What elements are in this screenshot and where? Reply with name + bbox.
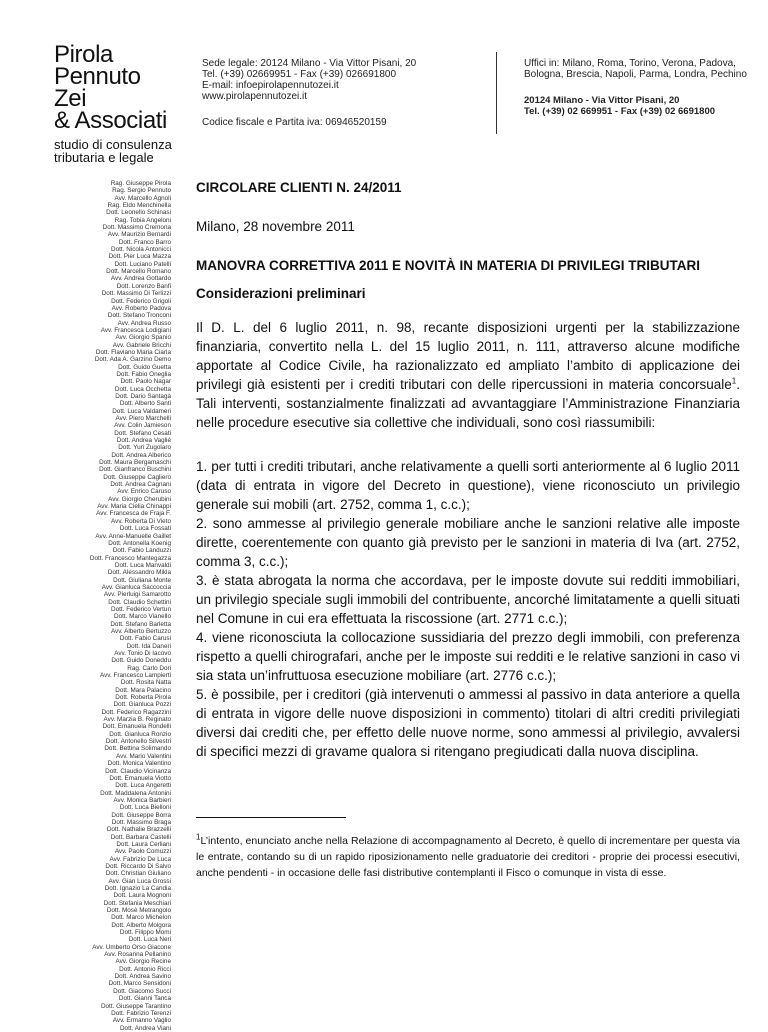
partner-name: Dott. Gianni Tanca (118, 995, 171, 1003)
partner-name: Rag. Eldo Menchinella (107, 202, 171, 210)
partner-name: Dott. Luca Manvaldi (114, 561, 171, 569)
section-title: Considerazioni preliminari (196, 286, 366, 301)
partner-name: Dott. Fabio Landuzzi (112, 547, 171, 555)
partner-name: Avv. Marcello Agnoli (114, 194, 171, 202)
partner-name: Dott. Antonella Koenig (108, 539, 171, 547)
footnote-text: L’intento, enunciato anche nella Relazione di accompagnamento al Decreto, è quello di incrementare per questa via le entrate, contando su di un rapido riposizionamento nelle graduatorie dei creditori - proprie dei processi esecutivi, anche pendenti - in occasione delle fasi distributive contemplanti il Fisco o comunque in vista di esse. (196, 835, 740, 879)
partner-name: Dott. Alberto Molgora (111, 921, 171, 929)
partner-name: Avv. Gian Luca Grossi (108, 877, 171, 885)
partner-name: Avv. Gabriele Bricchi (112, 341, 171, 349)
partner-name: Dott. Monica Valentino (107, 760, 171, 768)
partner-name: Avv. Roberto Padova (111, 304, 171, 312)
partner-name: Dott. Barbara Castelli (110, 833, 171, 841)
website-line: www.pirolapennutozei.it (202, 91, 308, 102)
partner-name: Avv. Alberto Bertuzzo (110, 627, 171, 635)
letterhead-branches (524, 58, 747, 117)
partner-name: Dott. Emanuela Viotto (109, 774, 171, 782)
date-block (196, 219, 740, 234)
partner-name: Avv. Maurizio Bernardi (107, 231, 171, 239)
list-item: 2. sono ammesse al privilegio generale mobiliare anche le sanzioni relative alle imposte dirette, coerentemente con quanto già previsto per le sanzioni in materia di Iva (art. 2752, comma 3, c.c.); (196, 516, 740, 569)
office-line: Sede legale: 20124 Milano - Via Vittor Pisani, 20 (202, 58, 417, 69)
partner-name: Avv. Paolo Comuzzi (114, 848, 171, 856)
partner-name: Rag. Giuseppe Pirola (110, 180, 171, 187)
tagline-line: tributaria e legale (54, 150, 154, 165)
partner-name: Dott. Luca Occhetta (114, 385, 171, 393)
partner-name: Avv. Enrico Caruso (117, 488, 171, 496)
subject-block (196, 258, 740, 273)
partner-name: Dott. Stefano Tronconi (107, 312, 171, 320)
partner-name: Dott. Filippo Momi (119, 929, 171, 937)
partner-name: Dott. Gianluca Pozzi (113, 701, 171, 709)
list-item: 4. viene riconosciuta la collocazione sussidiaria del prezzo degli immobili, con preferenza rispetto a quelli chirografari, anche per le imposte sui redditi e le relative sanzioni in caso vi sia stata un’infruttuosa esecuzione mobiliare (art. 2776 c.c.); (196, 630, 740, 683)
partners-list (58, 180, 171, 1032)
partner-name: Dott. Francesco Mantegazza (89, 554, 171, 562)
partner-name: Dott. Gianluca Ronzio (109, 730, 171, 738)
partner-name: Dott. Antonello Silvestri (105, 738, 171, 746)
partner-name: Dott. Ada A. Garzino Demo (94, 356, 171, 364)
partner-name: Dott. Laura Mognoni (113, 892, 171, 900)
partner-name: Dott. Giuseppe Borra (111, 811, 171, 819)
partner-name: Dott. Lorenzo Banfi (116, 282, 171, 290)
partner-name: Dott. Luca Fossati (119, 525, 171, 533)
partner-name: Dott. Claudio Vicinanza (105, 767, 171, 775)
intro-text-continued: . Tali interventi, sostanzialmente finalizzati ad avvantaggiare l’Amministrazione Finanziaria nelle procedure esecutive sia collettive che individuali, sono così riassumibili: (196, 377, 740, 430)
partner-name: Dott. Stefania Meschiari (103, 899, 171, 907)
section-title-block (196, 286, 740, 301)
partner-name: Dott. Andrea Savino (114, 973, 171, 981)
intro-text: Il D. L. del 6 luglio 2011, n. 98, recante disposizioni urgenti per la stabilizzazione finanziaria, convertito nella L. del 15 luglio 2011, n. 111, attraverso alcune modifiche apportate al Codice Civile, ha razionalizzato ed ampliato l’ambito di applicazione dei privilegi già esistenti per i crediti tributari con delle ripercussioni in materia concorsuale (196, 320, 740, 392)
fiscal-code: Codice fiscale e Partita iva: 06946520159 (202, 117, 387, 128)
partner-name: Avv. Giorgio Recine (115, 958, 171, 966)
email-line: E-mail: infoepirolapennutozei.it (202, 80, 339, 91)
partner-name: Dott. Luciano Patelli (114, 260, 171, 268)
partner-name: Avv. Maria Cielia Chinappi (97, 503, 171, 511)
list-item: 3. è stata abrogata la norma che accordava, per le imposte dovute sui redditi immobiliari, un privilegio speciale sugli immobili del contribuente, ancorché limitatamente a quelli situati nel Comune in cui era effettuata la riscossione (art. 2771 c.c.); (196, 573, 740, 626)
partner-name: Dott. Alberto Santi (119, 400, 171, 408)
partner-name: Avv. Monica Barbieri (113, 796, 171, 804)
tagline-line: studio di consulenza (54, 137, 172, 152)
partner-name: Avv. Gianluca Saccoccia (101, 583, 171, 591)
circolare-title (196, 180, 740, 195)
date-text: Milano, 28 novembre 2011 (196, 219, 355, 234)
partner-name: Avv. Giorgio Spanio (115, 334, 171, 342)
logo-line: Pirola (54, 41, 113, 68)
logo-tagline (54, 138, 174, 164)
partner-name: Dott. Fabio Carusi (119, 635, 171, 643)
partner-name: Dott. Flaviano Maria Ciarla (95, 348, 171, 356)
partner-name: Avv. Rosanna Pellanino (104, 951, 171, 959)
partner-name: Avv. Tonio Di Iacovo (114, 650, 171, 657)
logo-line: & Associati (54, 107, 167, 134)
partner-name: Dott. Federico Vertun (111, 605, 171, 613)
partner-name: Dott. Ignazio La Candia (104, 885, 171, 892)
partner-name: Dott. Maddalena Antonini (100, 789, 171, 797)
partner-name: Avv. Colin Jamieson (114, 422, 171, 430)
partner-name: Dott. Mosè Metrangolo (106, 907, 171, 915)
partner-name: Avv. Marzia B. Reginato (103, 716, 171, 724)
partner-name: Dott. Massimo Cremona (102, 224, 171, 232)
partner-name: Dott. Paolo Nagar (120, 378, 171, 386)
partner-name: Dott. Pier Luca Mazza (108, 253, 171, 261)
footnote-reference: 1 (731, 376, 737, 386)
subject-text: MANOVRA CORRETTIVA 2011 E NOVITÀ IN MATERIA DI PRIVILEGI TRIBUTARI (196, 258, 701, 273)
partner-name: Dott. Dario Santagà (115, 392, 171, 400)
letterhead-office-info (202, 58, 416, 128)
partner-name: Dott. Marcello Romano (106, 268, 171, 276)
partner-name: Dott. Massimo Braga (111, 818, 171, 826)
partner-name: Dott. Guido Guetta (118, 363, 171, 371)
partner-name: Avv. Roberta Di Vieto (111, 517, 171, 525)
offices-line: Uffici in: Milano, Roma, Torino, Verona, Padova, (524, 58, 736, 69)
footnote (196, 833, 740, 881)
partner-name: Dott. Massimo Di Terlizzi (101, 290, 171, 298)
partner-name: Dott. Giuseppe Cagliero (103, 473, 171, 481)
partner-name: Rag. Carlo Dori (127, 664, 171, 672)
phone-line: Tel. (+39) 02 669951 - Fax (+39) 02 6691800 (524, 106, 716, 117)
partner-name: Dott. Stefano Barletta (110, 620, 171, 628)
partner-name: Dott. Ida Daneri (126, 642, 171, 650)
partner-name: Dott. Marco Vianello (113, 613, 171, 621)
address-block (524, 95, 747, 117)
logo-line: Zei (54, 85, 87, 112)
partner-name: Avv. Andrea Russo (117, 319, 171, 327)
partner-name: Dott. Maura Bergamaschi (99, 459, 171, 467)
partner-name: Avv. Francesca de Fraja F. (96, 510, 171, 518)
partner-name: Dott. Alessandro Mikla (107, 569, 171, 577)
partner-name: Dott. Bettina Solimando (104, 745, 171, 753)
partner-name: Dott. Giacomo Succi (113, 987, 171, 995)
partner-name: Dott. Marco Sensidoni (108, 980, 171, 988)
partner-name: Rag. Tobia Angeloni (114, 216, 171, 224)
partner-name: Dott. Giuliana Monte (113, 576, 171, 584)
partner-name: Avv. Pierluigi Samarotto (103, 591, 171, 599)
partner-name: Dott. Claudio Schettini (108, 598, 171, 606)
summary-list (196, 457, 740, 761)
partner-name: Avv. Fabrizio De Luca (109, 855, 171, 863)
partner-name: Dott. Andrea Vaglié (116, 437, 171, 445)
partner-name: Dott. Christian Giuliano (105, 870, 171, 878)
partner-name: Dott. Federico Ragazzini (101, 708, 171, 716)
partner-name: Dott. Emanuela Rondelli (102, 723, 171, 731)
circolare-title-text: CIRCOLARE CLIENTI N. 24/2011 (196, 180, 402, 195)
partner-name: Dott. Gianfranco Buschini (99, 466, 171, 474)
partner-name: Avv. Anne-Manuelle Gaillet (95, 532, 171, 540)
partner-name: Dott. Luca Angeretti (115, 782, 171, 790)
list-item: 5. è possibile, per i creditori (già intervenuti o ammessi al passivo in data anteriore a quella di entrata in vigore delle nuove disposizioni in commento) titolari di altri crediti privilegiati diversi dai crediti che, per effetto delle nuove norme, sono ammessi al privilegio, avvalersi di specifici mezzi di gravame qualora si ritengano pregiudicati dalla nuova disciplina. (196, 687, 740, 759)
partner-name: Dott. Yuri Zugolaro (118, 444, 171, 452)
partner-name: Dott. Nicola Antonicci (111, 246, 171, 254)
footnote-marker: 1 (196, 832, 201, 842)
partner-name: Dott. Franco Barro (118, 238, 171, 246)
partner-name: Dott. Stefano Cesati (114, 429, 171, 437)
partner-name: Rag. Sergio Pennuto (112, 187, 171, 195)
partner-name: Dott. Fabio Oneglia (116, 370, 171, 378)
partner-name: Dott. Antonio Ricci (119, 965, 171, 973)
partner-name: Dott. Luca Bielloni (119, 804, 171, 812)
office-line: Tel. (+39) 02669951 - Fax (+39) 026691800 (202, 69, 397, 80)
partner-name: Dott. Roberta Pirola (115, 694, 171, 702)
partner-name: Dott. Federico Grigoli (111, 297, 171, 305)
footnote-separator (196, 817, 346, 818)
partner-name: Dott. Leonello Schinasi (106, 209, 171, 217)
partner-name: Dott. Luca Valdameri (112, 407, 171, 415)
offices-line: Bologna, Brescia, Napoli, Parma, Londra, Pechino (524, 69, 747, 80)
address-line: 20124 Milano - Via Vittor Pisani, 20 (524, 95, 680, 106)
partner-name: Avv. Andrea Gottardo (110, 275, 171, 283)
partner-name: Dott. Luca Neri (128, 936, 171, 944)
partner-name: Avv. Mario Valentini (115, 752, 171, 760)
partner-name: Avv. Piero Marchelli (115, 415, 171, 422)
partner-name: Dott. Laura Cerliani (116, 840, 171, 848)
partner-name: Dott. Riccardo Di Salvo (105, 862, 171, 870)
firm-logo (54, 41, 174, 165)
partner-name: Avv. Francesca Lodigiani (100, 326, 171, 334)
partner-name: Dott. Giuseppe Tarantino (100, 1002, 171, 1010)
partner-name: Dott. Mara Palacino (115, 686, 171, 694)
partner-name: Avv. Ermanno Vaglio (112, 1017, 171, 1025)
partner-name: Dott. Fabrizio Terenzi (111, 1009, 171, 1017)
partner-name: Dott. Nathalie Brazzelli (106, 826, 171, 834)
partner-name: Dott. Guido Doneddu (111, 657, 171, 665)
logo-line: Pennuto (54, 63, 141, 90)
partner-name: Dott. Andrea Cagnani (110, 481, 171, 489)
header-divider (496, 52, 497, 134)
partner-name: Dott. Andrea Alberico (111, 451, 171, 459)
list-item: 1. per tutti i crediti tributari, anche relativamente a quelli sorti anteriormente al 6 luglio 2011 (data di entrata in vigore del Decreto in questione), viene riconosciuto un privilegio generale sui mobili (art. 2752, comma 1, c.c.); (196, 459, 740, 512)
intro-paragraph (196, 318, 740, 432)
partner-name: Avv. Giorgio Cherubini (108, 495, 171, 503)
partner-name: Avv. Francesco Lampierti (100, 672, 171, 680)
partner-name: Dott. Rosita Natta (120, 679, 171, 687)
partner-name: Dott. Andrea Viani (119, 1024, 171, 1032)
partner-name: Avv. Umberto Orso Giacone (92, 943, 171, 951)
partner-name: Dott. Marco Michelon (111, 914, 171, 922)
